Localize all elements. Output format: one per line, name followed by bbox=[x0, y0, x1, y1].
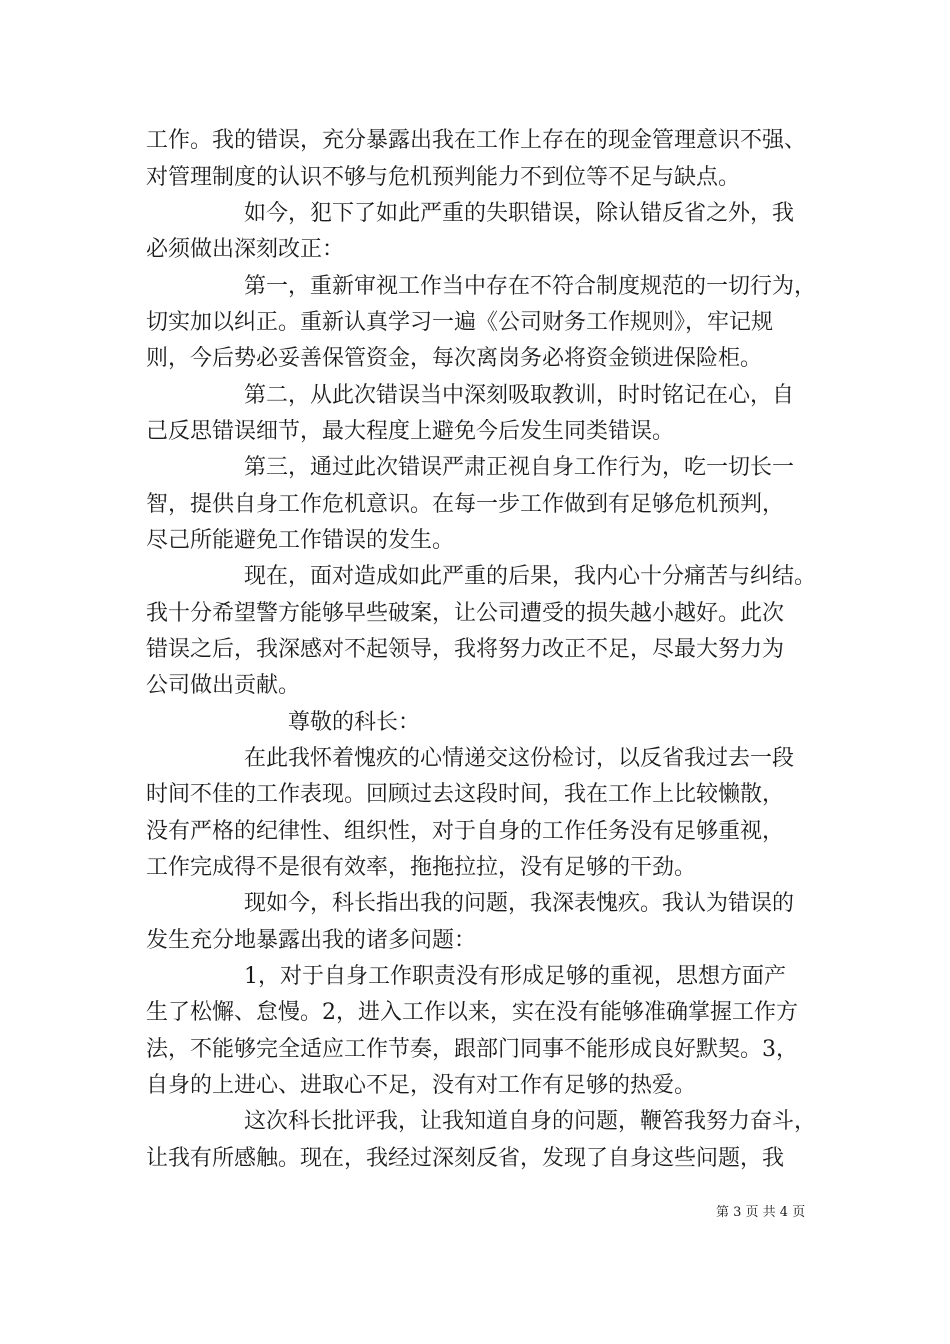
text-line: 法，不能够完全适应工作节奏，跟部门同事不能形成良好默契。3， bbox=[146, 1037, 798, 1062]
text-line: 工作。我的错误，充分暴露出我在工作上存在的现金管理意识不强、 bbox=[146, 128, 807, 153]
page-number: 第 3 页 共 4 页 bbox=[716, 1205, 806, 1220]
text-line: 如今，犯下了如此严重的失职错误，除认错反省之外，我 bbox=[244, 201, 795, 226]
text-line: 时间不佳的工作表现。回顾过去这段时间，我在工作上比较懒散， bbox=[146, 782, 785, 807]
text-line: 智，提供自身工作危机意识。在每一步工作做到有足够危机预判， bbox=[146, 492, 785, 517]
text-line: 己反思错误细节，最大程度上避免今后发生同类错误。 bbox=[146, 419, 675, 444]
text-line: 我十分希望警方能够早些破案，让公司遭受的损失越小越好。此次 bbox=[146, 601, 785, 626]
text-line: 让我有所感触。现在，我经过深刻反省，发现了自身这些问题，我 bbox=[146, 1146, 785, 1171]
text-line: 现如今，科长指出我的问题，我深表愧疚。我认为错误的 bbox=[244, 891, 795, 916]
text-line: 没有严格的纪律性、组织性，对于自身的工作任务没有足够重视， bbox=[146, 819, 785, 844]
salutation: 尊敬的科长： bbox=[288, 710, 421, 735]
text-line: 这次科长批评我，让我知道自身的问题，鞭笞我努力奋斗， bbox=[244, 1109, 817, 1134]
text-line: 公司做出贡献。 bbox=[146, 673, 301, 698]
text-line: 尽己所能避免工作错误的发生。 bbox=[146, 528, 455, 553]
text-line: 对管理制度的认识不够与危机预判能力不到位等不足与缺点。 bbox=[146, 165, 741, 190]
text-line: 在此我怀着愧疚的心情递交这份检讨，以反省我过去一段 bbox=[244, 746, 795, 771]
text-line: 现在，面对造成如此严重的后果，我内心十分痛苦与纠结。 bbox=[244, 564, 817, 589]
text-line: 第二，从此次错误当中深刻吸取教训，时时铭记在心，自 bbox=[244, 383, 795, 408]
text-line: 错误之后，我深感对不起领导，我将努力改正不足，尽最大努力为 bbox=[146, 637, 785, 662]
text-line: 必须做出深刻改正： bbox=[146, 237, 345, 262]
text-line: 第三，通过此次错误严肃正视自身工作行为，吃一切长一 bbox=[244, 455, 795, 480]
text-line: 切实加以纠正。重新认真学习一遍《公司财务工作规则》，牢记规 bbox=[146, 310, 774, 335]
text-line: 1，对于自身工作职责没有形成足够的重视，思想方面产 bbox=[244, 964, 786, 989]
text-line: 工作完成得不是很有效率，拖拖拉拉，没有足够的干劲。 bbox=[146, 855, 697, 880]
text-line: 则，今后势必妥善保管资金，每次离岗务必将资金锁进保险柜。 bbox=[146, 346, 763, 371]
text-line: 第一，重新审视工作当中存在不符合制度规范的一切行为， bbox=[244, 274, 817, 299]
text-line: 生了松懈、怠慢。2，进入工作以来，实在没有能够准确掌握工作方 bbox=[146, 1000, 798, 1025]
text-line: 发生充分地暴露出我的诸多问题： bbox=[146, 928, 477, 953]
text-line: 自身的上进心、进取心不足，没有对工作有足够的热爱。 bbox=[146, 1073, 697, 1098]
